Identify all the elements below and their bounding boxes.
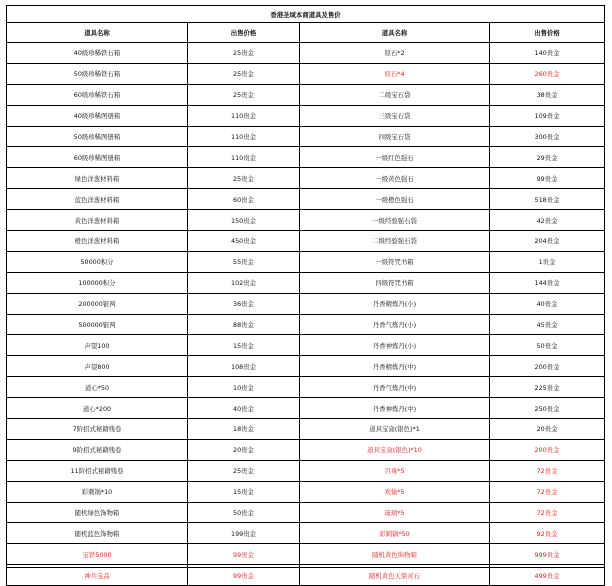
table-row [7,63,605,84]
price-right-cell: 200贵金 [490,439,605,460]
price-left-cell: 36贵金 [188,293,300,314]
item-name-right-cell: 原石*4 [300,63,490,84]
table-row [7,460,605,481]
item-name-right-cell: 丹香神炼丹(中) [300,398,490,419]
item-name-right-cell: 一级黄色强石 [300,168,490,189]
item-name-right-cell: 道具宝盒(银色)*10 [300,439,490,460]
item-name-left-cell: 黄色洋葱材料箱 [7,210,188,231]
table-title-row [7,6,605,23]
item-name-right-cell: 百毒*5 [300,460,490,481]
price-right-cell: 109贵金 [490,105,605,126]
price-right-cell: 140贵金 [490,43,605,64]
item-name-left-cell: 蓝色洋葱材料箱 [7,189,188,210]
price-left-cell: 199贵金 [188,523,300,544]
price-right-cell: 50贵金 [490,335,605,356]
price-right-cell: 144贵金 [490,272,605,293]
item-name-left-cell: 40级珍稀铁石箱 [7,43,188,64]
price-left-cell: 25贵金 [188,84,300,105]
item-name-left-cell: 7阶招式秘籍残卷 [7,419,188,440]
item-name-left-cell: 60级珍稀铁石箱 [7,84,188,105]
price-right-cell: 29贵金 [490,147,605,168]
item-name-left-cell: 200000银两 [7,293,188,314]
item-name-right-cell: 彩刺锅*50 [300,523,490,544]
price-right-cell: 225贵金 [490,377,605,398]
item-name-left-cell: 声望100 [7,335,188,356]
item-name-right-cell: 丹香神炼丹(小) [300,335,490,356]
item-name-left-cell: 宝铁5000 [7,544,188,565]
price-right-cell: 92贵金 [490,523,605,544]
price-left-cell: 450贵金 [188,231,300,252]
table-row [7,84,605,105]
table-row [7,189,605,210]
item-name-right-cell: 一级橙色强石 [300,189,490,210]
price-left-cell: 110贵金 [188,126,300,147]
price-left-cell: 18贵金 [188,419,300,440]
item-name-right-cell: 一级符咒书箱 [300,251,490,272]
header-price-left: 出售价格 [188,23,300,43]
price-right-cell: 260贵金 [490,63,605,84]
price-right-cell: 300贵金 [490,126,605,147]
price-left-cell: 10贵金 [188,377,300,398]
price-right-cell: 38贵金 [490,84,605,105]
table-row [7,502,605,523]
price-left-cell: 110贵金 [188,105,300,126]
price-right-cell: 72贵金 [490,502,605,523]
price-right-cell: 40贵金 [490,293,605,314]
item-name-left-cell: 50000积分 [7,251,188,272]
table-row [7,314,605,335]
table-row [7,231,605,252]
item-name-right-cell: 四级宝石袋 [300,126,490,147]
item-name-right-cell: 丹香精炼丹(中) [300,356,490,377]
item-name-right-cell: 丹香精炼丹(小) [300,293,490,314]
item-name-left-cell: 绿色洋葱材料箱 [7,168,188,189]
table-row [7,168,605,189]
item-name-left-cell: 9阶招式秘籍残卷 [7,439,188,460]
item-name-right-cell: 一级红色强石 [300,147,490,168]
price-left-cell: 25贵金 [188,63,300,84]
item-name-left-cell: 随机绿色饰物箱 [7,502,188,523]
table-row [7,377,605,398]
header-item-name-left: 道具名称 [7,23,188,43]
price-left-cell: 15贵金 [188,481,300,502]
item-name-left-cell: 50级珍稀铁石箱 [7,63,188,84]
price-right-cell: 204贵金 [490,231,605,252]
item-name-right-cell: 欢愉*5 [300,481,490,502]
item-name-left-cell: 随机蓝色饰物箱 [7,523,188,544]
price-left-cell: 88贵金 [188,314,300,335]
table-row [7,210,605,231]
table-row [7,105,605,126]
item-name-left-cell: 40级珍稀图册箱 [7,105,188,126]
price-left-cell: 40贵金 [188,398,300,419]
price-left-cell: 99贵金 [188,565,300,586]
price-right-cell: 999贵金 [490,544,605,565]
item-name-left-cell: 100000积分 [7,272,188,293]
item-name-left-cell: 声望800 [7,356,188,377]
price-right-cell: 250贵金 [490,398,605,419]
price-table-container [6,5,604,586]
item-name-right-cell: 丹香气炼丹(小) [300,314,490,335]
price-right-cell: 1贵金 [490,251,605,272]
item-name-left-cell: 道心*200 [7,398,188,419]
table-row [7,126,605,147]
price-table [6,5,605,586]
price-left-cell: 50贵金 [188,502,300,523]
table-row [7,335,605,356]
table-row [7,251,605,272]
item-name-left-cell: 道心*50 [7,377,188,398]
table-row [7,147,605,168]
item-name-left-cell: 神兵宝品 [7,565,188,586]
item-name-right-cell: 二级经验强石袋 [300,231,490,252]
item-name-left-cell: 500000银两 [7,314,188,335]
table-row [7,544,605,565]
item-name-right-cell: 随机黄色饰物箱 [300,544,490,565]
price-left-cell: 102贵金 [188,272,300,293]
item-name-right-cell: 随机黄色天鼎灵石 [300,565,490,586]
table-row [7,419,605,440]
item-name-left-cell: 11阶招式秘籍残卷 [7,460,188,481]
item-name-right-cell: 道具宝盒(银色)*1 [300,419,490,440]
table-row [7,272,605,293]
item-name-left-cell: 50级珍稀图册箱 [7,126,188,147]
price-left-cell: 110贵金 [188,147,300,168]
item-name-left-cell: 彩刺锅*10 [7,481,188,502]
price-right-cell: 20贵金 [490,419,605,440]
item-name-right-cell: 一级经验强石袋 [300,210,490,231]
item-name-right-cell: 原石*2 [300,43,490,64]
table-row [7,293,605,314]
table-title: 香港圣域本商道具及售价 [7,6,605,23]
price-left-cell: 25贵金 [188,168,300,189]
price-right-cell: 518贵金 [490,189,605,210]
price-right-cell: 499贵金 [490,565,605,586]
table-body [7,43,605,586]
header-item-name-right: 道具名称 [300,23,490,43]
price-left-cell: 25贵金 [188,460,300,481]
price-left-cell: 20贵金 [188,439,300,460]
price-right-cell: 72贵金 [490,460,605,481]
item-name-left-cell: 60级珍稀图册箱 [7,147,188,168]
item-name-right-cell: 三级宝石袋 [300,105,490,126]
price-right-cell: 45贵金 [490,314,605,335]
table-row [7,398,605,419]
table-header-row [7,23,605,43]
price-right-cell: 200贵金 [490,356,605,377]
price-right-cell: 72贵金 [490,481,605,502]
bottom-divider [6,567,604,568]
price-left-cell: 25贵金 [188,43,300,64]
table-row [7,356,605,377]
table-row [7,481,605,502]
table-row [7,43,605,64]
price-right-cell: 99贵金 [490,168,605,189]
price-right-cell: 42贵金 [490,210,605,231]
item-name-right-cell: 二级宝石袋 [300,84,490,105]
item-name-right-cell: 琉璃*5 [300,502,490,523]
item-name-right-cell: 四级符咒书箱 [300,272,490,293]
price-left-cell: 108贵金 [188,356,300,377]
price-left-cell: 60贵金 [188,189,300,210]
table-row [7,439,605,460]
table-row [7,523,605,544]
item-name-right-cell: 丹香气炼丹(中) [300,377,490,398]
price-left-cell: 15贵金 [188,335,300,356]
header-price-right: 出售价格 [490,23,605,43]
price-left-cell: 55贵金 [188,251,300,272]
item-name-left-cell: 橙色洋葱材料箱 [7,231,188,252]
price-left-cell: 150贵金 [188,210,300,231]
price-left-cell: 99贵金 [188,544,300,565]
